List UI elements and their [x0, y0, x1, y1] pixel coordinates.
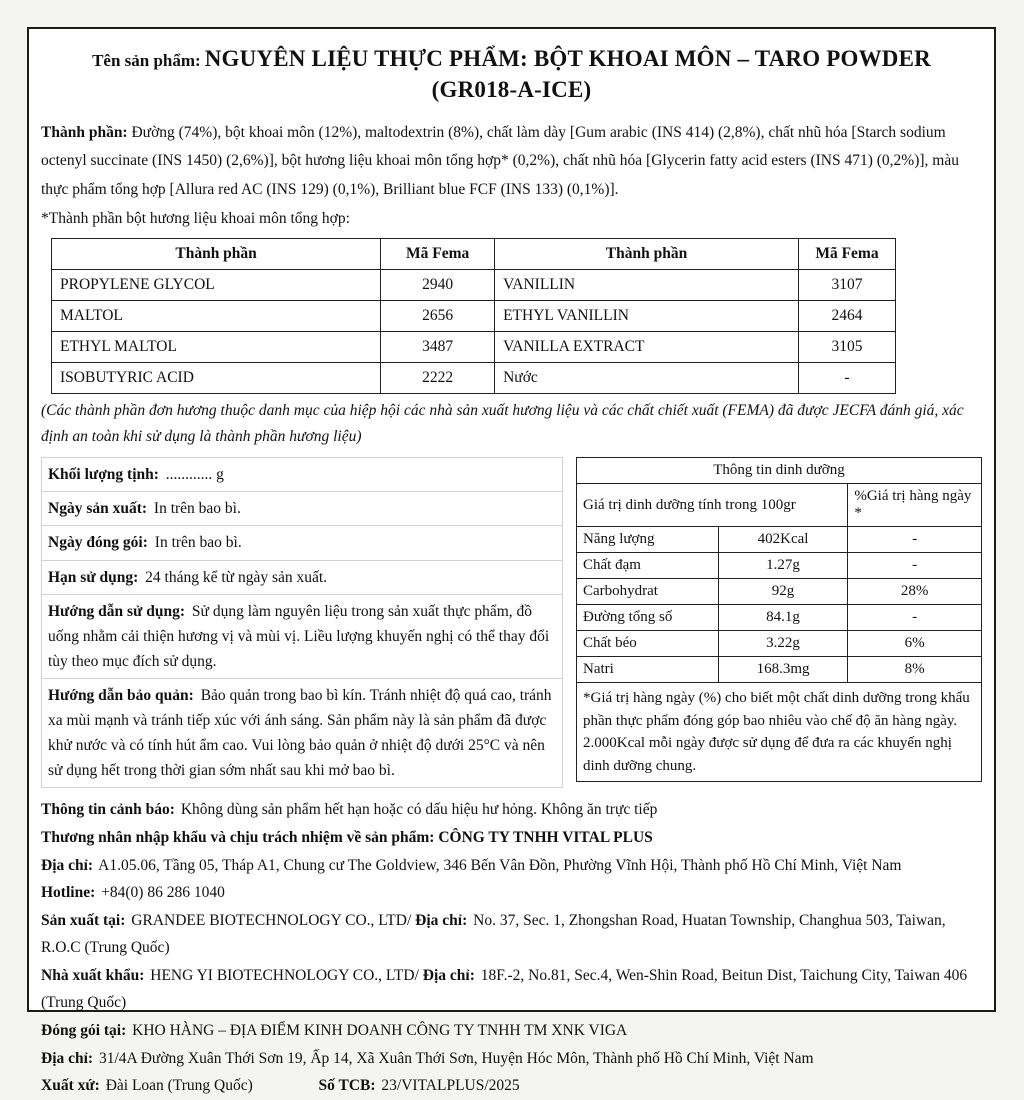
address-label: Địa chỉ:	[415, 911, 468, 929]
nutrient-daily-pct: -	[848, 553, 982, 579]
product-code: (GR018-A-ICE)	[431, 77, 592, 103]
fema-cell: 2656	[381, 301, 495, 332]
fema-cell: ETHYL MALTOL	[52, 332, 381, 363]
nutrition-title-row	[577, 458, 982, 484]
hotline-number: +84(0) 86 286 1040	[101, 884, 225, 902]
nutrient-daily-pct: -	[848, 605, 982, 631]
table-row	[577, 579, 982, 605]
tcb-label: Số TCB:	[318, 1077, 376, 1095]
production-date-value: In trên bao bì.	[153, 500, 241, 518]
fema-cell: 2464	[798, 301, 895, 332]
middle-section	[41, 457, 982, 788]
manufacturer-address: No. 37, Sec. 1, Zhongshan Road, Huatan Township, Changhua 503, Taiwan, R.O.C (Trung Quốc)	[41, 911, 946, 957]
nutrient-daily-pct: 8%	[848, 657, 982, 683]
manufacturer-name: GRANDEE BIOTECHNOLOGY CO., LTD/	[131, 911, 412, 929]
storage-instructions-label: Hướng dẫn bảo quản:	[48, 686, 194, 704]
nutrition-panel	[576, 457, 982, 782]
fema-cell: VANILLIN	[495, 270, 799, 301]
fema-col-header: Mã Fema	[798, 239, 895, 270]
fema-cell: Nước	[495, 363, 799, 394]
list-item	[41, 525, 563, 559]
fema-cell: 3105	[798, 332, 895, 363]
manufacturer-line	[41, 907, 982, 962]
storage-instructions-text: Bảo quản trong bao bì kín. Tránh nhiệt độ quá cao, tránh xa mùi mạnh và tránh tiếp xúc với ánh sáng. Sản phẩm này là sản phẩm đã được khử nước và có tính hút ẩm cao. Vui lòng bảo quản ở nhiệt độ dưới 25°C và nên sử dụng hết trong thời gian sớm nhất sau khi mở bao bì.	[48, 686, 552, 780]
hotline-line	[41, 879, 982, 907]
importer-label: Thương nhân nhập khẩu và chịu trách nhiệm về sản phẩm: CÔNG TY TNHH VITAL PLUS	[41, 828, 653, 846]
title-block	[41, 43, 982, 105]
fema-col-header: Mã Fema	[381, 239, 495, 270]
usage-instructions-text: Sử dụng làm nguyên liệu trong sản xuất thực phẩm, đồ uống nhằm cải thiện hương vị và mùi vị. Liều lượng khuyến nghị có thể thay đổi tùy theo mục đích sử dụng.	[48, 602, 550, 670]
fema-cell: 2222	[381, 363, 495, 394]
packing-date-value: In trên bao bì.	[154, 534, 242, 552]
table-row	[577, 527, 982, 553]
list-item	[41, 457, 563, 491]
fema-col-header: Thành phần	[495, 239, 799, 270]
product-name-label: Tên sản phẩm:	[92, 51, 201, 70]
table-row	[577, 553, 982, 579]
nutrition-header-row	[577, 484, 982, 527]
nutrition-footnote-row	[577, 683, 982, 782]
fema-cell: 3107	[798, 270, 895, 301]
net-weight-value: ............ g	[165, 466, 224, 484]
usage-instructions-label: Hướng dẫn sử dụng:	[48, 602, 186, 620]
table-row	[52, 270, 896, 301]
packer-line	[41, 1017, 982, 1045]
nutrient-name: Đường tổng số	[577, 605, 719, 631]
ingredients-text: Đường (74%), bột khoai môn (12%), maltodextrin (8%), chất làm dày [Gum arabic (INS 414) (2,8%), chất nhũ hóa [Starch sodium octenyl succinate (INS 1450) (2,6%)], bột hương liệu khoai môn tổng hợp* (0,2%), chất nhũ hóa [Glycerin fatty acid esters (INS 471) (0,2%)], màu thực phẩm tổng hợp [Allura red AC (INS 129) (0,1%), Brilliant blue FCF (INS 133) (0,1%)].	[41, 124, 959, 198]
origin-text: Đài Loan (Trung Quốc)	[105, 1077, 253, 1095]
table-row	[52, 301, 896, 332]
fema-cell: 2940	[381, 270, 495, 301]
table-row	[52, 332, 896, 363]
manufacturer-label: Sản xuất tại:	[41, 911, 126, 929]
list-item	[41, 491, 563, 525]
fema-cell: 3487	[381, 332, 495, 363]
exporter-name: HENG YI BIOTECHNOLOGY CO., LTD/	[150, 966, 419, 984]
nutrition-title: Thông tin dinh dưỡng	[577, 458, 982, 484]
nutrient-name: Năng lượng	[577, 527, 719, 553]
address-label: Địa chỉ:	[41, 1049, 94, 1067]
hotline-label: Hotline:	[41, 884, 96, 902]
importer-line	[41, 824, 982, 852]
nutrient-value: 92g	[718, 579, 848, 605]
product-title: NGUYÊN LIỆU THỰC PHẨM: BỘT KHOAI MÔN – TARO POWDER	[204, 46, 931, 71]
packer-address-line	[41, 1045, 982, 1073]
nutrition-footnote: *Giá trị hàng ngày (%) cho biết một chất dinh dưỡng trong khẩu phần thực phẩm đóng góp bao nhiêu vào chế độ ăn hàng ngày. 2.000Kcal mỗi ngày được sử dụng để đưa ra các khuyến nghị dinh dưỡng chung.	[577, 683, 982, 782]
nutrient-name: Carbohydrat	[577, 579, 719, 605]
net-weight-label: Khối lượng tịnh:	[48, 466, 159, 484]
list-item	[41, 678, 563, 788]
warning-text: Không dùng sản phẩm hết hạn hoặc có dấu hiệu hư hỏng. Không ăn trực tiếp	[180, 801, 658, 819]
table-row	[577, 657, 982, 683]
nutrient-daily-pct: 6%	[848, 631, 982, 657]
nutrient-value: 168.3mg	[718, 657, 848, 683]
packing-date-label: Ngày đóng gói:	[48, 534, 148, 552]
ingredients-paragraph	[41, 119, 982, 204]
fema-cell: VANILLA EXTRACT	[495, 332, 799, 363]
bottom-section	[41, 796, 982, 1099]
nutrient-daily-pct: -	[848, 527, 982, 553]
fema-cell: ISOBUTYRIC ACID	[52, 363, 381, 394]
ingredients-label: Thành phần:	[41, 124, 128, 142]
address-label: Địa chỉ:	[422, 966, 475, 984]
importer-address-line	[41, 852, 982, 880]
nutrient-name: Chất đạm	[577, 553, 719, 579]
table-row	[52, 363, 896, 394]
packer-address: 31/4A Đường Xuân Thới Sơn 19, Ấp 14, Xã Xuân Thới Sơn, Huyện Hóc Môn, Thành phố Hồ Chí Minh, Việt Nam	[98, 1049, 814, 1067]
nutrient-value: 3.22g	[718, 631, 848, 657]
address-text: A1.05.06, Tầng 05, Tháp A1, Chung cư The Goldview, 346 Bến Vân Đồn, Phường Vĩnh Hội, Thành phố Hồ Chí Minh, Việt Nam	[98, 856, 902, 874]
table-row	[577, 631, 982, 657]
fema-col-header: Thành phần	[52, 239, 381, 270]
nutrient-name: Natri	[577, 657, 719, 683]
fema-cell: -	[798, 363, 895, 394]
nutrient-daily-pct: 28%	[848, 579, 982, 605]
fema-cell: PROPYLENE GLYCOL	[52, 270, 381, 301]
table-row	[577, 605, 982, 631]
nutrition-table	[576, 457, 982, 782]
fema-cell: MALTOL	[52, 301, 381, 332]
nutrition-per100-header: Giá trị dinh dưỡng tính trong 100gr	[577, 484, 848, 527]
origin-line	[41, 1072, 982, 1100]
production-date-label: Ngày sản xuất:	[48, 500, 148, 518]
tcb-number: 23/VITALPLUS/2025	[381, 1077, 520, 1095]
nutrition-dailyvalue-header: %Giá trị hàng ngày *	[848, 484, 982, 527]
product-label-page	[27, 27, 996, 1095]
shelf-life-value: 24 tháng kể từ ngày sản xuất.	[145, 568, 328, 586]
warning-label: Thông tin cảnh báo:	[41, 801, 175, 819]
exporter-address: 18F.-2, No.81, Sec.4, Wen-Shin Road, Beitun Dist, Taichung City, Taiwan 406 (Trung Quốc)	[41, 966, 968, 1012]
nutrient-value: 402Kcal	[718, 527, 848, 553]
packer-label: Đóng gói tại:	[41, 1022, 127, 1039]
fema-header-row	[52, 239, 896, 270]
shelf-life-label: Hạn sử dụng:	[48, 568, 139, 586]
warning-line	[41, 796, 982, 824]
origin-label: Xuất xứ:	[41, 1077, 100, 1095]
list-item	[41, 560, 563, 594]
address-label: Địa chỉ:	[41, 856, 94, 874]
nutrient-value: 1.27g	[718, 553, 848, 579]
packer-name: KHO HÀNG – ĐỊA ĐIỂM KINH DOANH CÔNG TY TNHH TM XNK VIGA	[132, 1022, 628, 1039]
nutrient-value: 84.1g	[718, 605, 848, 631]
list-item	[41, 594, 563, 678]
flavor-components-note: *Thành phần bột hương liệu khoai môn tổng hợp:	[41, 209, 350, 227]
fema-jecfa-note: (Các thành phần đơn hương thuộc danh mục của hiệp hội các nhà sản xuất hương liệu và các chất chiết xuất (FEMA) đã được JECFA đánh giá, xác định an toàn khi sử dụng là thành phần hương liệu)	[41, 402, 964, 445]
exporter-label: Nhà xuất khẩu:	[41, 966, 145, 984]
exporter-line	[41, 962, 982, 1017]
nutrient-name: Chất béo	[577, 631, 719, 657]
product-info-list	[41, 457, 563, 788]
fema-table	[51, 238, 896, 394]
fema-cell: ETHYL VANILLIN	[495, 301, 799, 332]
